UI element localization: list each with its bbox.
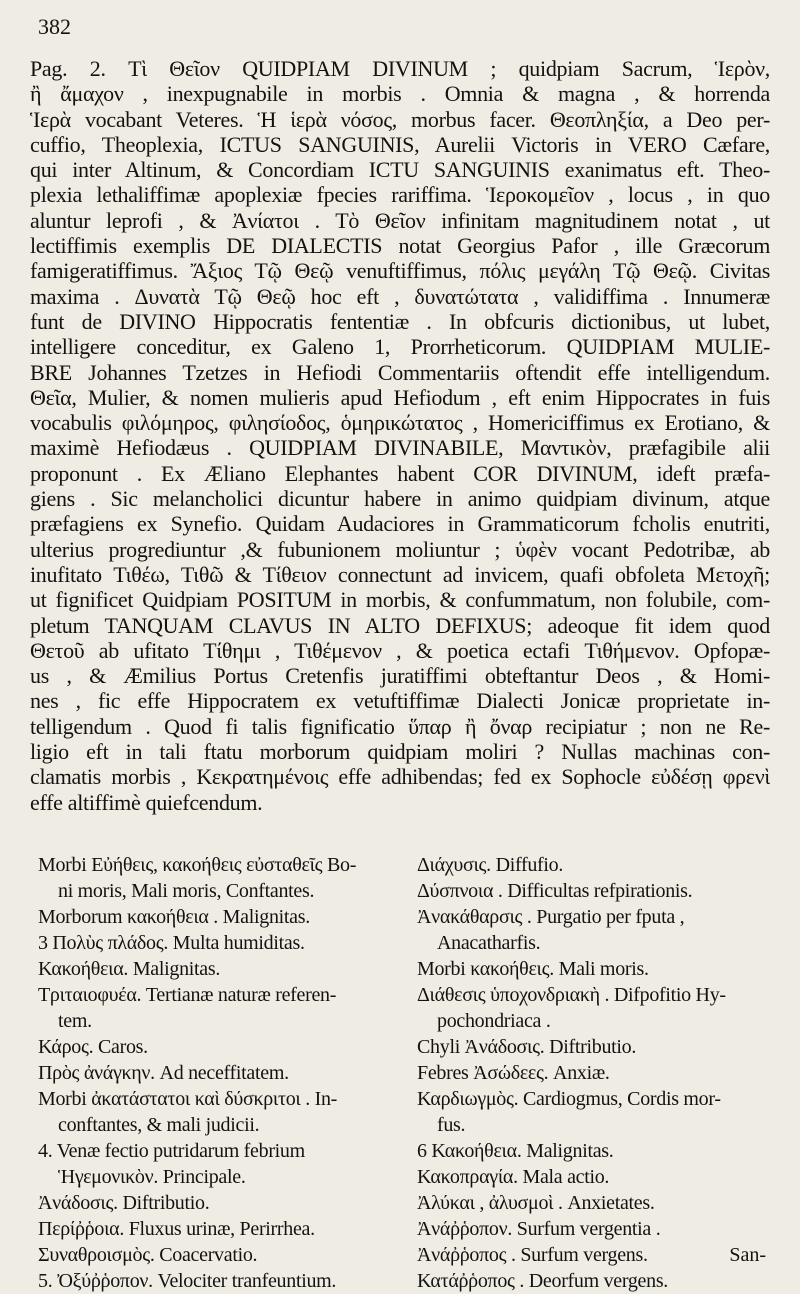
body-line: BRE Johannes Tzetzes in Hefiodi Commentariis oftendit effe intelligendum. <box>30 359 770 385</box>
glossary-entry: tem. <box>58 1010 92 1032</box>
commentary-paragraph <box>30 56 770 815</box>
body-line: ἢ ἄμαχον , inexpugnabile in morbis . Omnia & magna , & horrenda <box>30 81 770 107</box>
glossary-entry: Κατάῤῥοπος . Deorfum vergens. <box>417 1270 669 1292</box>
glossary-entry: Δύσπνοια . Difficultas refpirationis. <box>417 880 693 902</box>
glossary-entry: Morbi Εὐήθεις, κακοήθεις εὐσταθεῖς Bo- <box>38 854 357 876</box>
body-line: Θεῖα, Mulier, & nomen mulieris apud Hefiodum , eft enim Hippocrates in fuis <box>30 384 770 410</box>
body-line: us , & Æmilius Portus Cretenfis juratiffimi obteftantur Deos , & Homi- <box>30 663 770 689</box>
glossary-entry: Chyli Ἀνάδοσις. Diftributio. <box>417 1036 637 1058</box>
glossary-entry: Morborum κακοήθεια . Malignitas. <box>38 906 310 928</box>
body-line: funt de DIVINO Hippocratis fententiæ . In obfcuris dictionibus, ut lubet, <box>30 308 770 334</box>
glossary-entry: Διάθεσις ὑποχονδριακὴ . Difpofitio Hy- <box>417 984 726 1006</box>
body-line: proponunt . Ex Æliano Elephantes habent COR DIVINUM, ideft præfa- <box>30 460 770 486</box>
glossary-entry: Febres Ἀσώδεες. Anxiæ. <box>417 1062 610 1084</box>
glossary-entry: Κακοήθεια. Malignitas. <box>38 958 221 980</box>
glossary-entry: Morbi κακοήθεις. Mali moris. <box>417 958 649 980</box>
body-line: famigeratiffimus. Ἄξιος Τῷ Θεῷ venuftiffimus, πόλις μεγάλη Τῷ Θεῷ. Civitas <box>30 258 770 284</box>
glossary-entry: Ἀλύκαι , ἀλυσμοὶ . Anxietates. <box>417 1192 655 1214</box>
body-line: præfagiens ex Synefio. Quidam Audaciores in Grammaticorum fcholis enutriti, <box>30 511 770 537</box>
body-line: telligendum . Quod fi talis fignificatio ὕπαρ ἢ ὄναρ recipiatur ; non ne Re- <box>30 713 770 739</box>
glossary-entry: Ἀνακάθαρσις . Purgatio per fputa , <box>417 906 685 928</box>
glossary-entry: Anacatharfis. <box>437 932 541 954</box>
glossary-entry: 3 Πολὺς πλάδος. Multa humiditas. <box>38 932 305 954</box>
body-line: intelligere conceditur, ex Galeno 1, Prorrheticorum. QUIDPIAM MULIE- <box>30 334 770 360</box>
body-line: ligio eft in tali ftatu morborum quidpiam moliri ? Nullas machinas con- <box>30 739 770 765</box>
body-line: clamatis morbis , Κεκρατημένοις effe adhibendas; fed ex Sophocle εὐδέσῃ φρενὶ <box>30 764 770 790</box>
glossary-entry: Ἀνάῤῥοπον. Surfum vergentia . <box>417 1218 661 1240</box>
body-line: lectiffimis exemplis DE DIALECTIS notat Georgius Pafor , ille Græcorum <box>30 233 770 259</box>
glossary-entry: 5. Ὀξύῤῥοπον. Velociter tranfeuntium. <box>38 1270 337 1292</box>
glossary-entry: pochondriaca . <box>437 1010 551 1032</box>
body-line: ut fignificet Quidpiam POSITUM in morbis, & confummatum, non folubile, com- <box>30 587 770 613</box>
body-line: pletum TANQUAM CLAVUS IN ALTO DEFIXUS; adeoque fit idem quod <box>30 612 770 638</box>
body-line: Θετοῦ ab ufitato Τίθημι , Τιθέμενον , & poetica ectafi Τιθήμενον. Opfopæ- <box>30 637 770 663</box>
body-line: vocabulis φιλόμηρος, φιλησίοδος, ὁμηρικώτατος , Homericiffimus ex Erotiano, & <box>30 410 770 436</box>
body-line: maxima . Δυνατὰ Τῷ Θεῷ hoc eft , δυνατώτατα , validiffima . Innumeræ <box>30 283 770 309</box>
glossary-entry: Περίῤῥοια. Fluxus urinæ, Perirrhea. <box>38 1218 315 1240</box>
glossary-entry: Διάχυσις. Diffufio. <box>417 854 564 876</box>
glossary-left-column <box>38 852 408 1294</box>
glossary-entry: Πρὸς ἀνάγκην. Ad neceffitatem. <box>38 1062 289 1084</box>
glossary-entry: conftantes, & mali judicii. <box>58 1114 260 1136</box>
glossary-entry: Καρδιωγμὸς. Cardiogmus, Cordis mor- <box>417 1088 721 1110</box>
glossary-entry: 6 Κακοήθεια. Malignitas. <box>417 1140 614 1162</box>
body-line: Pag. 2. Τὶ Θεῖον QUIDPIAM DIVINUM ; quidpiam Sacrum, Ἱερὸν, <box>30 56 770 81</box>
body-line: ulterius progrediuntur ,& fubunionem moliuntur ; ὑφὲν vocant Pedotribæ, ab <box>30 536 770 562</box>
catchword: San- <box>729 1244 766 1266</box>
body-line: plexia lethaliffimæ apoplexiæ fpecies rariffima. Ἱεροκομεῖον , locus , in quo <box>30 182 770 208</box>
glossary-entry: fus. <box>437 1114 466 1136</box>
body-line: giens . Sic melancholici dicuntur habere in animo quidpiam divinum, atque <box>30 486 770 512</box>
glossary-entry: Morbi ἀκατάστατοι καὶ δύσκριτοι . In- <box>38 1088 338 1110</box>
body-line: cuffio, Theoplexia, ICTUS SANGUINIS, Aurelii Victoris in VERO Cæfare, <box>30 131 770 157</box>
body-line: Ἱερὰ vocabant Veteres. Ἡ ἱερὰ νόσος, morbus facer. Θεοπληξία, a Deo per- <box>30 106 770 132</box>
page-number: 382 <box>38 14 71 39</box>
body-line: nes , fic effe Hippocratem ex vetuftiffimæ Dialecti Jonicæ proprietate in- <box>30 688 770 714</box>
glossary-entry: Ἀνάδοσις. Diftributio. <box>38 1192 210 1214</box>
glossary-right-column <box>417 852 787 1294</box>
glossary-entry: Συναθροισμὸς. Coacervatio. <box>38 1244 258 1266</box>
glossary-entry: Ἀνάῤῥοπος . Surfum vergens. <box>417 1244 648 1266</box>
glossary-entry: ni moris, Mali moris, Conftantes. <box>58 880 315 902</box>
body-line: aluntur leprofi , & Ἀνίατοι . Τὸ Θεῖον infinitam magnitudinem notat , ut <box>30 207 770 233</box>
glossary-entry: Τριταιοφυέα. Tertianæ naturæ referen- <box>38 984 337 1006</box>
glossary-entry: 4. Venæ fectio putridarum febrium <box>38 1140 305 1162</box>
glossary-entry: Κακοπραγία. Mala actio. <box>417 1166 610 1188</box>
glossary-entry: Ἡγεμονικὸν. Principale. <box>58 1166 246 1188</box>
body-line: inufitato Τιθέω, Τιθῶ & Τίθειον connectunt ad invicem, quafi obfoleta Μετοχῆ; <box>30 561 770 587</box>
body-line: effe altiffimè quiefcendum. <box>30 789 263 815</box>
body-line: qui inter Altinum, & Concordiam ICTU SANGUINIS exanimatus eft. Theo- <box>30 157 770 183</box>
glossary-entry: Κάρος. Caros. <box>38 1036 148 1058</box>
body-line: maximè Hefiodæus . QUIDPIAM DIVINABILE, Μαντικὸν, præfagibile alii <box>30 435 770 461</box>
